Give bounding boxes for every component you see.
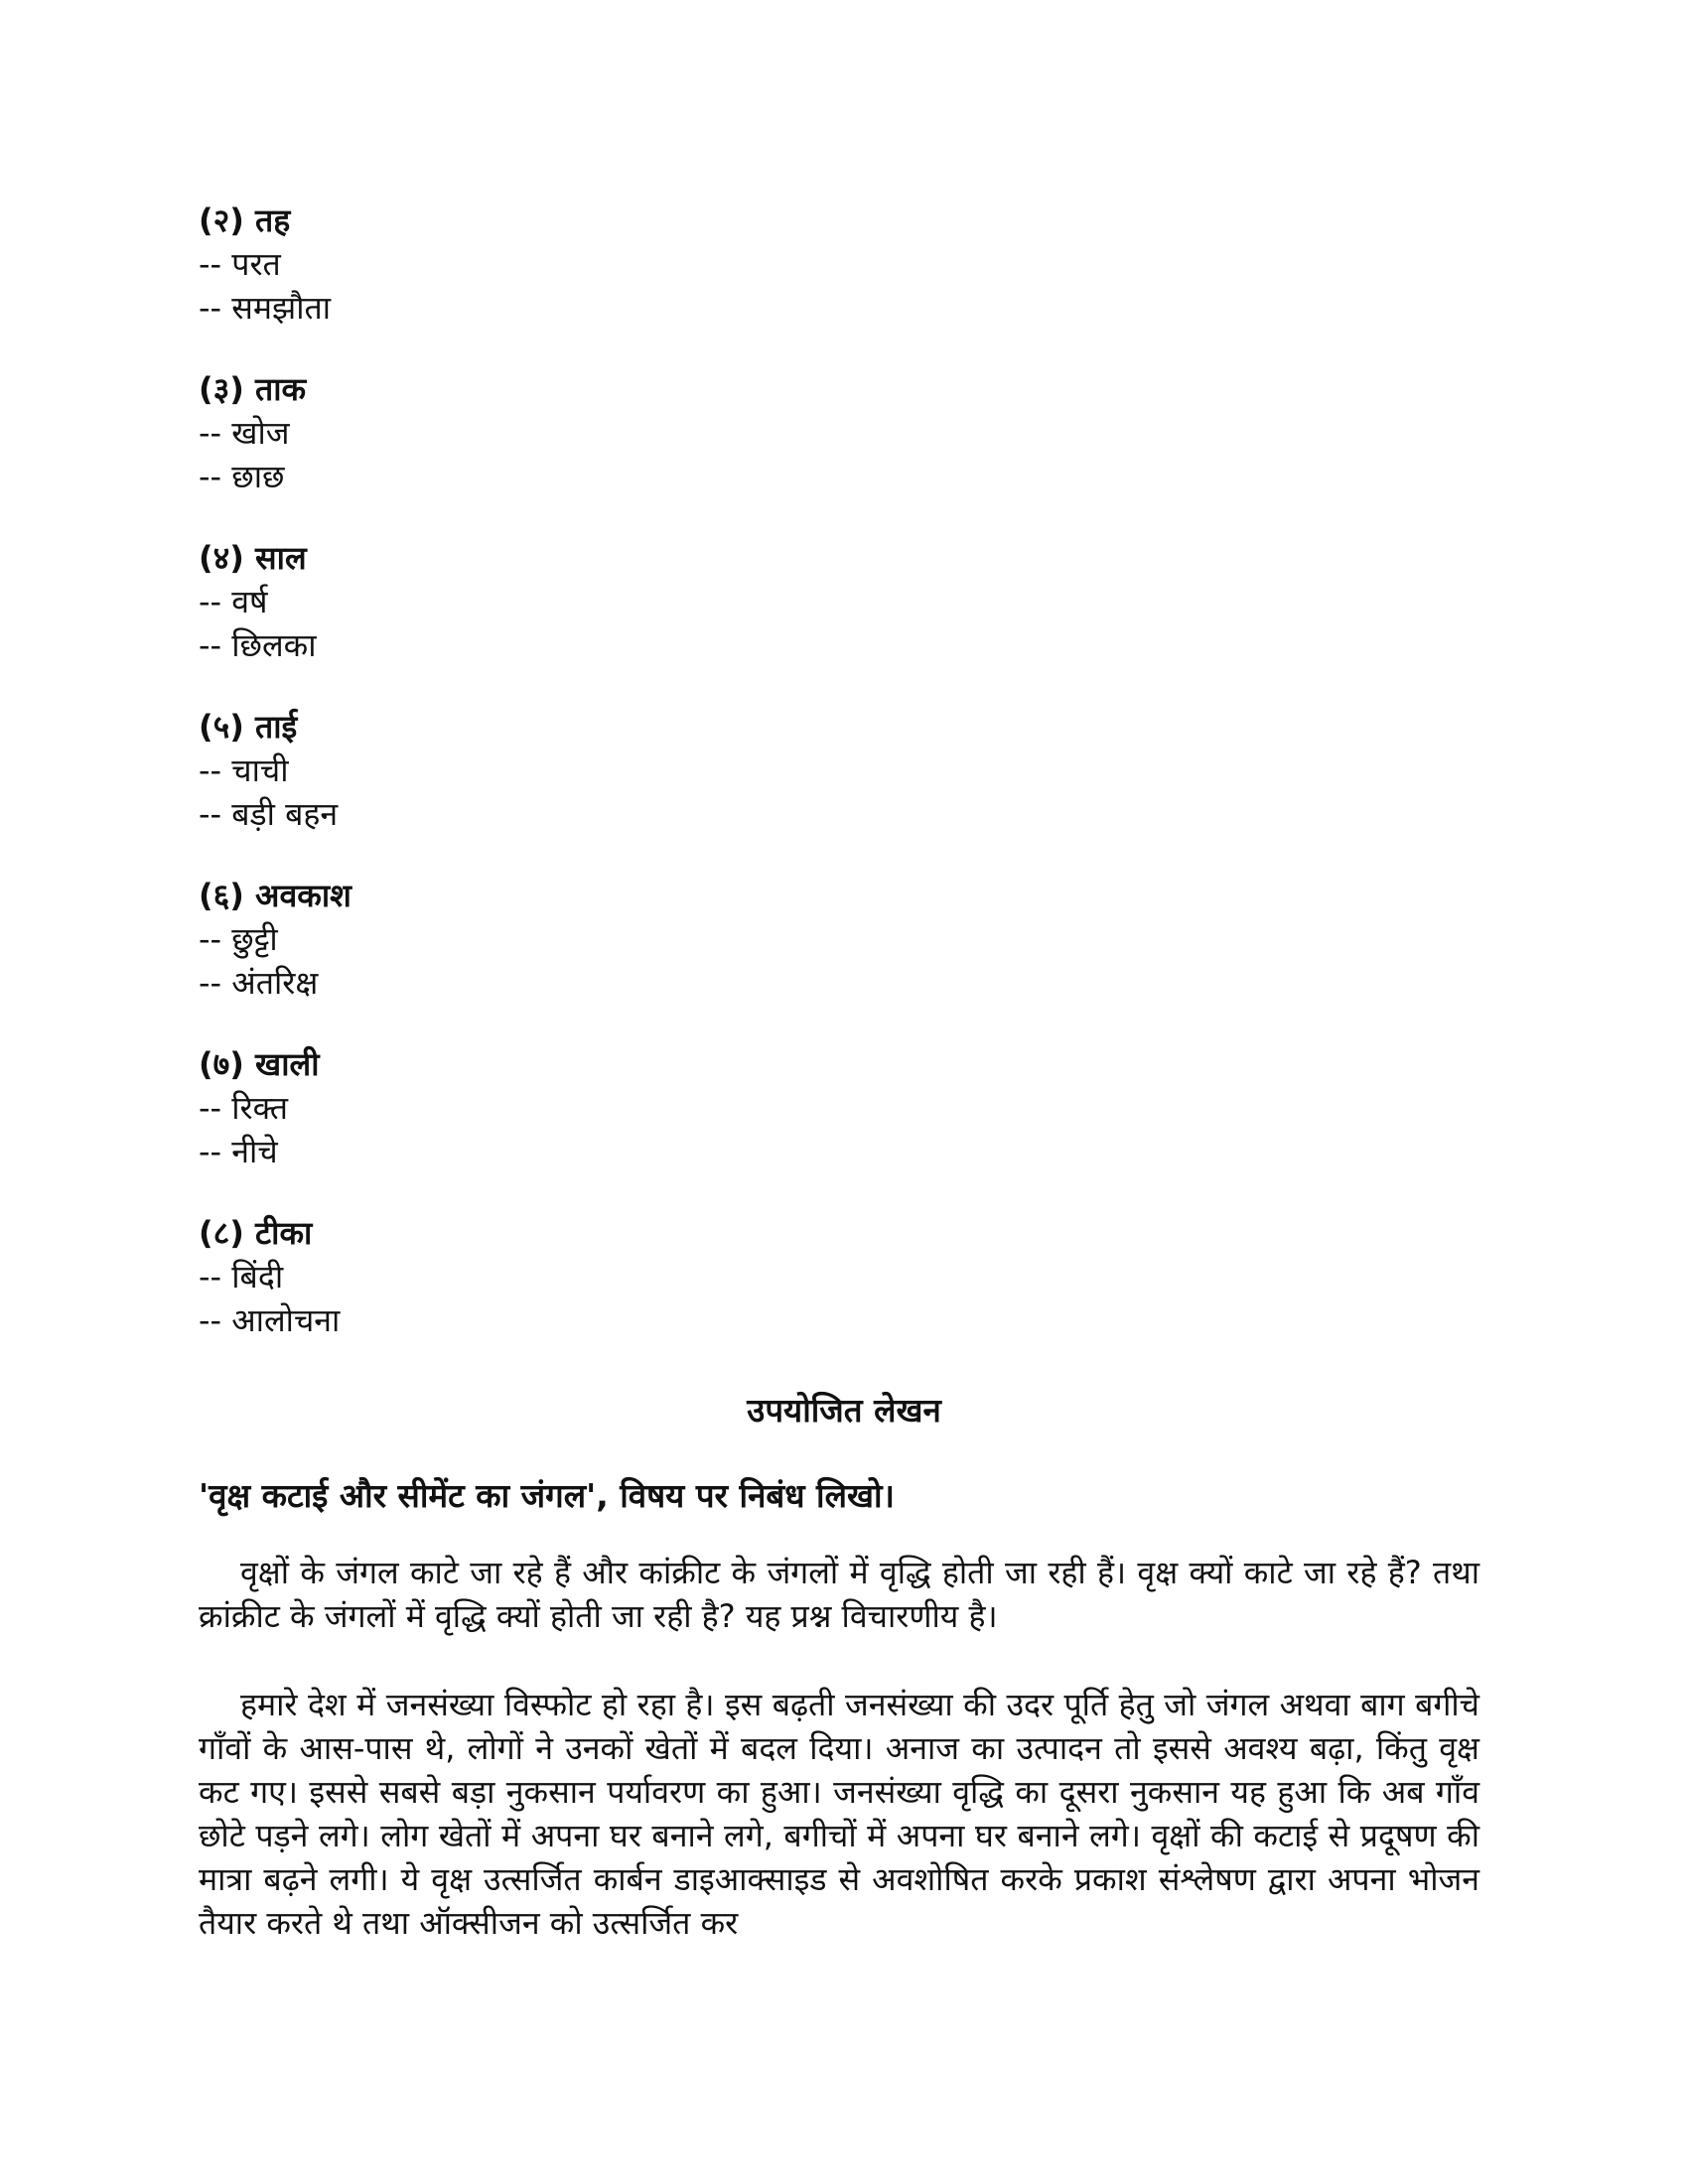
- entry-meaning: -- छिलका: [199, 626, 317, 664]
- word-entry: [199, 874, 1092, 1005]
- word-entry: [199, 1042, 1092, 1173]
- entry-meaning: -- बड़ी बहन: [199, 795, 339, 833]
- entry-meaning: -- नीचे: [199, 1133, 278, 1170]
- entry-word: (४) साल: [199, 539, 307, 577]
- entry-meaning: -- समझौता: [199, 289, 332, 327]
- word-entry: [199, 367, 1092, 498]
- entry-meaning: -- खोज: [199, 414, 290, 452]
- entry-meaning: -- परत: [199, 245, 281, 283]
- entry-word: (७) खाली: [199, 1045, 320, 1083]
- word-entry: [199, 705, 1092, 836]
- entry-word: (८) टीका: [199, 1214, 313, 1252]
- entry-meaning: -- चाची: [199, 751, 289, 789]
- entry-meaning: -- छुट्टी: [199, 920, 278, 958]
- entry-meaning: -- आलोचना: [199, 1301, 341, 1339]
- entry-meaning: -- वर्ष: [199, 583, 268, 620]
- essay-topic: 'वृक्ष कटाई और सीमेंट का जंगल', विषय पर निबंध लिखो।: [199, 1476, 896, 1515]
- entry-word: (२) तह: [199, 202, 291, 239]
- entry-meaning: -- बिंदी: [199, 1258, 284, 1296]
- section-title: उपयोजित लेखन: [747, 1391, 941, 1430]
- entry-meaning: -- छाछ: [199, 458, 285, 495]
- entry-meaning: -- रिक्त: [199, 1089, 289, 1127]
- entry-word: (३) ताक: [199, 370, 307, 408]
- entry-word: (५) ताई: [199, 708, 298, 746]
- entry-word: (६) अवकाश: [199, 877, 352, 914]
- essay-paragraph: हमारे देश में जनसंख्या विस्फोट हो रहा है। इस बढ़ती जनसंख्या की उदर पूर्ति हेतु जो जंगल अथवा बाग बगीचे गाँवों के आस-पास थे, लोगों ने उनकों खेतों में बदल दिया। अनाज का उत्पादन तो इससे अवश्य बढ़ा, किंतु वृक्ष कट गए। इससे सबसे बड़ा नुकसान पर्यावरण का हुआ। जनसंख्या वृद्धि का दूसरा नुकसान यह हुआ कि अब गाँव छोटे पड़ने लगे। लोग खेतों में अपना घर बनाने लगे, बगीचों में अपना घर बनाने लगे। वृक्षों की कटाई से प्रदूषण की मात्रा बढ़ने लगी। ये वृक्ष उत्सर्जित कार्बन डाइआक्साइड से अवशोषित करके प्रकाश संश्लेषण द्वारा अपना भोजन तैयार करते थे तथा ऑक्सीजन को उत्सर्जित कर: [199, 1686, 1479, 1942]
- entry-meaning: -- अंतरिक्ष: [199, 964, 319, 1002]
- word-entry: [199, 536, 1092, 667]
- essay-paragraph: वृक्षों के जंगल काटे जा रहे हैं और कांक्रीट के जंगलों में वृद्धि होती जा रही हैं। वृक्ष क्यों काटे जा रहे हैं? तथा क्रांक्रीट के जंगलों में वृद्धि क्यों होती जा रही है? यह प्रश्न विचारणीय है।: [199, 1554, 1479, 1635]
- word-entry: [199, 199, 1092, 330]
- word-entry: [199, 1211, 1092, 1342]
